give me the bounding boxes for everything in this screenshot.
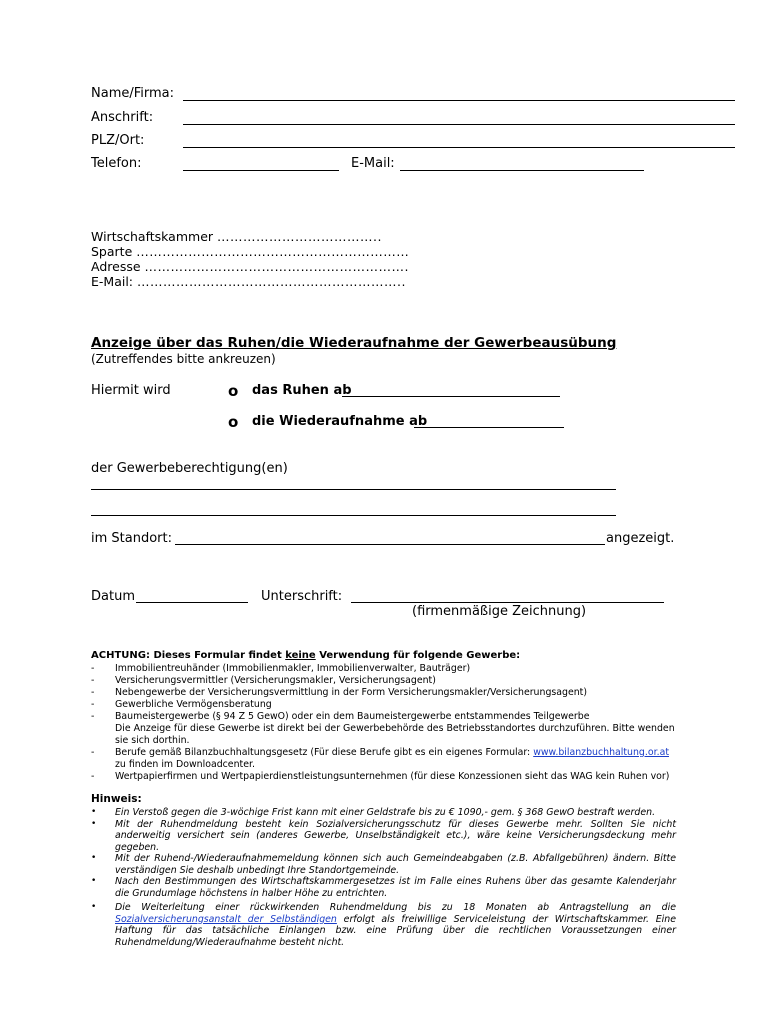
email-label: E-Mail: (351, 156, 395, 171)
svs-link[interactable]: Sozialversicherungsanstalt der Selbständigen (115, 913, 337, 925)
dash-bullet: - (91, 687, 95, 698)
warning-item-text: Baumeistergewerbe (§ 94 Z 5 GewO) oder ein dem Baumeistergewerbe entstammendes Teilgewerbe (115, 711, 590, 722)
telefon-label: Telefon: (91, 156, 142, 171)
warning-item (91, 687, 681, 699)
warning-item (91, 747, 681, 771)
anschrift-field[interactable] (183, 124, 735, 125)
option-ruhen-label: das Ruhen ab (252, 383, 352, 398)
warning-item (91, 663, 681, 675)
dash-bullet: - (91, 711, 95, 722)
hint-item-text: Mit der Ruhendmeldung besteht kein Sozialversicherungsschutz für dieses Gewerbe mehr. Sollten Sie nicht anderweitig versichert sein (anderes Gewerbe, Unselbständigkeit etc.), wäre keine Versicherungsdeckung mehr gegeben. (115, 818, 676, 853)
dash-bullet: - (91, 747, 95, 758)
option-wiederaufnahme[interactable] (228, 412, 238, 431)
chamber-dots[interactable]: ……………………………………………………. (144, 259, 410, 274)
chamber-label: Sparte (91, 244, 133, 259)
warning-item-text: Berufe gemäß Bilanzbuchhaltungsgesetz (Für diese Berufe gibt es ein eigenes Formular: (115, 747, 534, 758)
name-firma-field[interactable] (183, 100, 735, 101)
chamber-row-sparte (91, 244, 409, 259)
option-ruhen[interactable] (228, 381, 238, 400)
email-field[interactable] (400, 170, 644, 171)
plz-ort-row (91, 133, 651, 151)
bullet-icon: • (91, 902, 97, 912)
form-title: Anzeige über das Ruhen/die Wiederaufnahme der Gewerbeausübung (91, 335, 617, 351)
hint-item (91, 902, 676, 948)
hint-item (91, 876, 676, 899)
signature-note: (firmenmäßige Zeichnung) (412, 604, 587, 619)
entitlement-line-2[interactable] (91, 503, 616, 516)
warning-item (91, 711, 681, 747)
date-field[interactable] (136, 589, 248, 603)
name-firma-row (91, 86, 651, 104)
plz-ort-field[interactable] (183, 147, 735, 148)
anschrift-label: Anschrift: (91, 110, 154, 125)
chamber-row-email (91, 274, 406, 289)
bullet-icon: • (91, 807, 97, 817)
warning-heading-emphasis: keine (285, 650, 316, 661)
option-wiederaufnahme-label: die Wiederaufnahme ab (252, 414, 428, 429)
wiederaufnahme-date-field[interactable] (414, 414, 564, 428)
dash-bullet: - (91, 699, 95, 710)
date-label: Datum (91, 589, 135, 604)
anschrift-row (91, 110, 651, 128)
checkbox-ruhen[interactable]: o (228, 382, 239, 400)
checkbox-wiederaufnahme[interactable]: o (228, 413, 239, 431)
chamber-dots[interactable]: …………………………………………………….. (137, 274, 406, 289)
entitlement-label: der Gewerbeberechtigung(en) (91, 461, 288, 476)
intro-text: Hiermit wird (91, 383, 171, 398)
warning-item-extra: Die Anzeige für diese Gewerbe ist direkt bei der Gewerbebehörde des Betriebsstandortes durchzuführen. Bitte wenden sie sich dorthin. (115, 723, 675, 746)
chamber-label: Adresse (91, 259, 141, 274)
signature-field[interactable] (351, 589, 664, 603)
bilanzbuchhaltung-link[interactable]: www.bilanzbuchhaltung.or.at (533, 747, 669, 758)
chamber-row-wirtschaftskammer (91, 229, 382, 244)
name-firma-label: Name/Firma: (91, 86, 175, 101)
hints-heading: Hinweis: (91, 793, 142, 805)
telefon-field[interactable] (183, 170, 339, 171)
hint-item (91, 819, 676, 854)
chamber-label: Wirtschaftskammer (91, 229, 214, 244)
warning-item (91, 699, 681, 711)
hint-item-text: Die Weiterleitung einer rückwirkenden Ruhendmeldung bis zu 18 Monaten ab Antragstellung an die (115, 902, 676, 913)
warning-heading: ACHTUNG: Dieses Formular findet keine Verwendung für folgende Gewerbe: (91, 650, 521, 661)
hint-item-text: Ein Verstoß gegen die 3-wöchige Frist kann mit einer Geldstrafe bis zu € 1090,- gem. § 368 GewO bestraft werden. (115, 807, 656, 818)
warning-section (91, 650, 681, 783)
location-label: im Standort: (91, 531, 172, 546)
bullet-icon: • (91, 876, 97, 886)
warning-item-text: Versicherungsvermittler (Versicherungsmakler, Versicherungsagent) (115, 675, 436, 686)
warning-item-text: Wertpapierfirmen und Wertpapierdienstleistungsunternehmen (für diese Konzessionen sieht das WAG kein Ruhen vor) (115, 771, 670, 782)
bullet-icon: • (91, 853, 97, 863)
warning-item-text: Immobilientreuhänder (Immobilienmakler, Immobilienverwalter, Bauträger) (115, 663, 471, 674)
chamber-dots[interactable]: ……………………………………………………… (136, 244, 410, 259)
dash-bullet: - (91, 771, 95, 782)
location-field[interactable] (175, 531, 605, 545)
warning-item-text: Gewerbliche Vermögensberatung (115, 699, 272, 710)
hint-item-text: erfolgt als freiwillige Serviceleistung der Wirtschaftskammer. Eine Haftung für das tatsächliche Einlangen bzw. eine Prüfung über die rechtlichen Voraussetzungen einer Ruhendmeldung/Wiederaufnahme besteht nicht. (115, 913, 677, 948)
dash-bullet: - (91, 663, 95, 674)
warning-item-text: zu finden im Downloadcenter. (115, 759, 255, 770)
plz-ort-label: PLZ/Ort: (91, 133, 145, 148)
warning-item (91, 675, 681, 687)
hint-item-text: Nach den Bestimmungen des Wirtschaftskammergesetzes ist im Falle eines Ruhens über das gesamte Kalenderjahr die Grundumlage höchstens in halber Höhe zu entrichten. (115, 876, 676, 899)
form-subtitle: (Zutreffendes bitte ankreuzen) (91, 352, 276, 366)
chamber-dots[interactable]: ……………………………….. (217, 229, 382, 244)
ruhen-date-field[interactable] (342, 383, 560, 397)
hint-item (91, 807, 676, 819)
signature-label: Unterschrift: (261, 589, 343, 604)
chamber-label: E-Mail: (91, 274, 134, 289)
warning-item (91, 771, 681, 783)
entitlement-line-1[interactable] (91, 477, 616, 490)
telefon-row (91, 156, 651, 174)
bullet-icon: • (91, 818, 97, 829)
location-suffix: angezeigt. (606, 531, 675, 546)
hint-item-text: Mit der Ruhend-/Wiederaufnahmemeldung können sich auch Gemeindeabgaben (z.B. Abfallgebühren) ändern. Bitte verständigen Sie deshalb unbedingt Ihre Standortgemeinde. (115, 853, 676, 876)
hints-section (91, 793, 676, 948)
dash-bullet: - (91, 675, 95, 686)
chamber-row-adresse (91, 259, 409, 274)
hint-item (91, 853, 676, 876)
warning-item-text: Nebengewerbe der Versicherungsvermittlung in der Form Versicherungsmakler/Versicherungsagent) (115, 687, 588, 698)
